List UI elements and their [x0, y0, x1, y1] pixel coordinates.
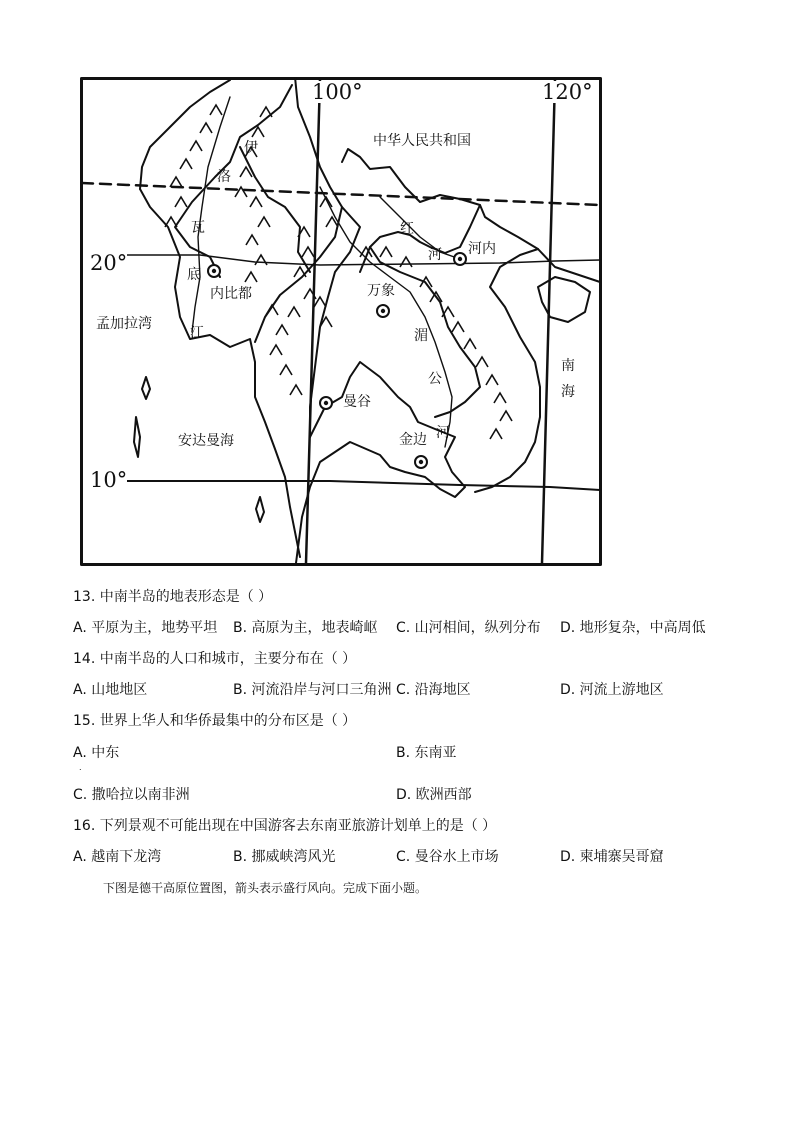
parallel-10 [120, 481, 600, 490]
question-16-option-b: B. 挪威峡湾风光 [233, 849, 336, 865]
label-andaman-sea: 安达曼海 [178, 433, 234, 449]
city-hanoi: 河内 [468, 241, 496, 257]
lon-120-label: 120° [542, 80, 593, 104]
label-he-mekong: 河 [436, 425, 450, 441]
city-naypyidaw: 内比都 [210, 286, 252, 302]
label-gong: 公 [428, 371, 442, 387]
label-yi: 伊 [244, 140, 258, 156]
tropic-line [82, 183, 600, 205]
question-15-option-b: B. 东南亚 [396, 745, 457, 761]
question-15-option-c: C. 撒哈拉以南非洲 [73, 787, 190, 803]
lat-20-label: 20° [90, 251, 128, 275]
label-south-sea-1: 南 [561, 358, 575, 374]
label-hong: 红 [400, 221, 414, 237]
label-bay-of-bengal: 孟加拉湾 [96, 316, 152, 332]
indochina-map [80, 77, 602, 566]
city-phnom-penh: 金边 [399, 432, 427, 448]
question-13-option-a: A. 平原为主，地势平坦 [73, 620, 218, 636]
label-wa: 瓦 [191, 220, 205, 236]
map-drawing [80, 77, 602, 566]
question-16-stem: 16. 下列景观不可能出现在中国游客去东南亚旅游计划单上的是（ ） [73, 818, 497, 834]
label-di: 底 [187, 267, 201, 283]
next-section-intro: 下图是德干高原位置图，箭头表示盛行风向。完成下面小题。 [103, 881, 428, 895]
question-16-option-c: C. 曼谷水上市场 [396, 849, 499, 865]
city-bangkok: 曼谷 [343, 394, 371, 410]
question-15-option-a: A. 中东 [73, 745, 120, 761]
question-16-option-a: A. 越南下龙湾 [73, 849, 162, 865]
map-frame [82, 79, 601, 565]
question-14-option-d: D. 河流上游地区 [560, 682, 664, 698]
label-luo: 洛 [217, 169, 231, 185]
label-he-red: 河 [428, 247, 442, 263]
label-jiang: 江 [190, 325, 204, 341]
lon-100-label: 100° [312, 80, 363, 104]
label-china: 中华人民共和国 [373, 133, 471, 149]
label-mei: 湄 [414, 328, 428, 344]
question-16-option-d: D. 柬埔寨吴哥窟 [560, 849, 664, 865]
question-15-option-d: D. 欧洲西部 [396, 787, 472, 803]
question-14-option-c: C. 沿海地区 [396, 682, 471, 698]
question-14-option-a: A. 山地地区 [73, 682, 148, 698]
label-south-sea-2: 海 [561, 384, 575, 400]
lat-10-label: 10° [90, 468, 128, 492]
city-vientiane: 万象 [367, 283, 395, 299]
parallel-20 [96, 255, 600, 265]
question-14-option-b: B. 河流沿岸与河口三角洲 [233, 682, 392, 698]
question-13-option-b: B. 高原为主，地表崎岖 [233, 620, 378, 636]
question-14-stem: 14. 中南半岛的人口和城市，主要分布在（ ） [73, 651, 357, 667]
meridian-120 [542, 79, 555, 563]
question-13-option-c: C. 山河相间，纵列分布 [396, 620, 541, 636]
question-13-option-d: D. 地形复杂，中高周低 [560, 620, 706, 636]
stray-mark: . [79, 763, 82, 772]
question-13-stem: 13. 中南半岛的地表形态是（ ） [73, 589, 273, 605]
question-15-stem: 15. 世界上华人和华侨最集中的分布区是（ ） [73, 713, 357, 729]
